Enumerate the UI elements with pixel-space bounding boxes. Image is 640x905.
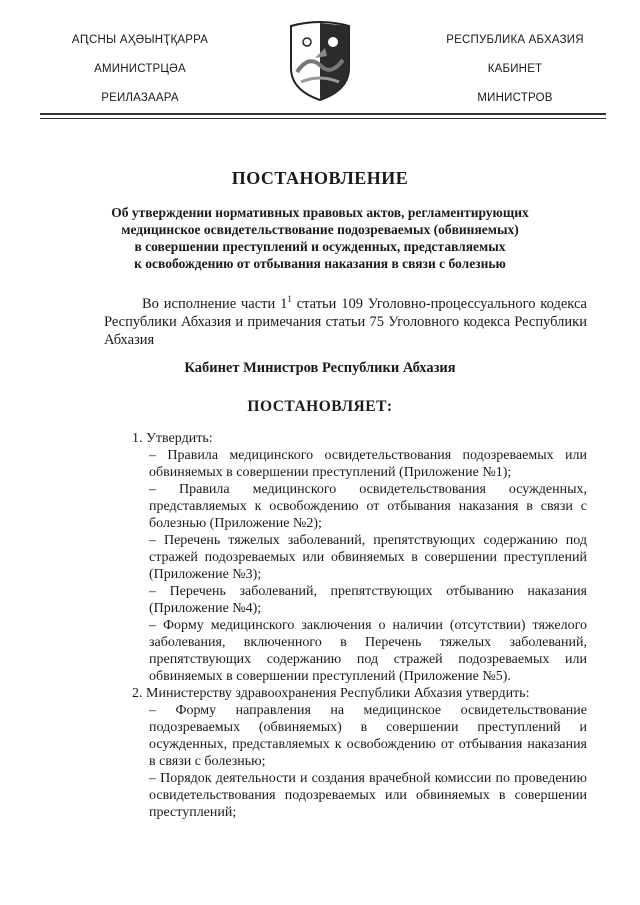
letterhead-line: КАБИНЕТ xyxy=(487,63,543,75)
list-item: – Форму медицинского заключения о наличии (отсутствии) тяжелого заболевания, включенного в Перечень тяжелых заболеваний, препятствующих содержанию под стражей подозреваемых или обвиняемых в совершении преступлений (Приложение №5). xyxy=(149,618,587,684)
list-item: – Форму направления на медицинское освидетельствование подозреваемых (обвиняемых) в совершении преступлений и осужденных, представляемых к освобождению от отбывания наказания в связи с болезнью; xyxy=(149,703,587,769)
letterhead-line: МИНИСТРОВ xyxy=(477,92,553,104)
letterhead xyxy=(0,0,640,110)
subject-line: в совершении преступлений и осужденных, представляемых xyxy=(134,239,506,254)
preamble-text-a: Во исполнение части 1 xyxy=(142,295,288,312)
letterhead-line: РЕСПУБЛИКА АБХАЗИЯ xyxy=(446,34,584,46)
header-divider-thick xyxy=(40,113,606,115)
preamble-text-b: статьи 109 Уголовно-процессуального кодекса Республики Абхазия и примечания статьи 75 Уголовного кодекса Республики Абхазия xyxy=(104,295,587,348)
state-emblem-icon xyxy=(287,20,353,102)
letterhead-abkhaz xyxy=(40,26,240,113)
letterhead-line: РЕИЛАЗААРА xyxy=(101,92,179,104)
subject-line: Об утверждении нормативных правовых актов, регламентирующих xyxy=(111,205,529,220)
resolution-body xyxy=(104,430,587,821)
list-item: – Перечень заболеваний, препятствующих отбыванию наказания (Приложение №4); xyxy=(149,584,587,616)
list-item: – Перечень тяжелых заболеваний, препятствующих содержанию под стражей подозреваемых или обвиняемых в совершении преступлений (Приложение №3); xyxy=(149,533,587,582)
subject-line: к освобождению от отбывания наказания в связи с болезнью xyxy=(134,256,506,271)
subject-line: медицинское освидетельствование подозреваемых (обвиняемых) xyxy=(121,222,519,237)
list-item: – Правила медицинского освидетельствования подозреваемых или обвиняемых в совершении преступлений (Приложение №1); xyxy=(149,448,587,480)
letterhead-line: АМИНИСТРЦӘА xyxy=(94,63,186,75)
document-subject xyxy=(60,204,580,272)
item-label: 2. Министерству здравоохранения Республики Абхазия утвердить: xyxy=(132,686,530,701)
header-divider-thin xyxy=(40,118,606,119)
document-title: ПОСТАНОВЛЕНИЕ xyxy=(231,168,409,188)
preamble xyxy=(104,290,587,349)
item-label: 1. Утвердить: xyxy=(132,431,213,446)
resolves-heading: ПОСТАНОВЛЯЕТ: xyxy=(247,398,393,415)
list-item: – Правила медицинского освидетельствования осужденных, представляемых к освобождению от отбывания наказания в связи с болезнью (Приложение №2); xyxy=(149,482,587,531)
letterhead-russian xyxy=(415,26,615,113)
preamble-superscript: 1 xyxy=(287,294,292,304)
letterhead-line: АԤСНЫ АҲӘЫНҬҚАРРА xyxy=(71,34,209,46)
list-item: – Порядок деятельности и создания врачебной комиссии по проведению освидетельствования подозреваемых или обвиняемых в совершении преступлений; xyxy=(149,771,587,820)
cabinet-heading: Кабинет Министров Республики Абхазия xyxy=(184,360,456,376)
